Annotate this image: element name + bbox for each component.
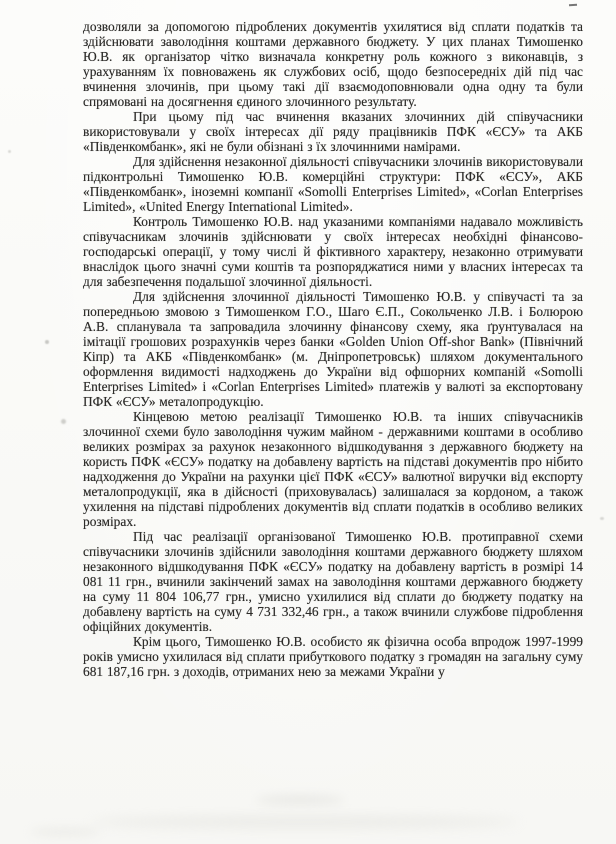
scan-artifact-smudge xyxy=(255,795,345,805)
scan-artifact-speck xyxy=(61,419,66,424)
document-body xyxy=(83,19,583,679)
paragraph-accomplices-unaware: При цьому під час вчинення вказаних злочинних дій співучасники використовували у своїх інтересах дії ряду працівників ПФК «ЄСУ» та АКБ «Південкомбанк», які не були обізнані з їх злочинними намірами. xyxy=(83,109,583,154)
scan-artifact-smudge xyxy=(90,816,520,828)
scan-artifact-dash xyxy=(569,4,577,7)
scan-artifact-speck xyxy=(8,150,11,153)
paragraph-control-over-companies: Контроль Тимошенко Ю.В. над указаними компаніями надавало можливість співучасникам злочинів здійснювати у своїх інтересах необхідні фінансово-господарські операції, у тому числі й фіктивного характеру, незаконно отримувати внаслідок цього значні суми коштів та розпоряджатися ними у власних інтересах та для забезпечення подальшої злочинної діяльності. xyxy=(83,214,583,289)
paragraph-financial-scheme: Для здійснення злочинної діяльності Тимошенко Ю.В. у співучасті та за попередньою змовою з Тимошенком Г.О., Шаго Є.П., Сокольченко Л.В. і Болюрою А.В. спланувала та запровадила злочинну фінансову схему, яка ґрунтувалася на імітації грошових розрахунків через банки «Golden Union Off-shor Bank» (Північний Кіпр) та АКБ «Південкомбанк» (м. Дніпропетровськ) шляхом документального оформлення видимості надходжень до України від офшорних компаній «Somolli Enterprises Limited» і «Corlan Enterprises Limited» платежів у валюті за експортовану ПФК «ЄСУ» металопродукцію. xyxy=(83,289,583,409)
paragraph-personal-tax-evasion: Крім цього, Тимошенко Ю.В. особисто як фізична особа впродож 1997-1999 років умисно ухилилася від сплати прибуткового податку з громадян на загальну суму 681 187,16 грн. з доходів, отриманих нею за межами України у xyxy=(83,634,583,679)
paragraph-scheme-goal: Кінцевою метою реалізації Тимошенко Ю.В. та інших співучасників злочинної схеми було заволодіння чужим майном - державними коштами в особливо великих розмірах за рахунок незаконного відшкодування з державного бюджету на користь ПФК «ЄСУ» податку на добавлену вартість на підставі документів про нібито надходження до України на рахунки цієї ПФК «ЄСУ» валютної виручки від експорту металопродукції, яка в дійсності (приховувалась) залишалася за кордоном, а також ухилення на підставі підроблених документів від сплати податків в особливо великих розмірах. xyxy=(83,409,583,529)
paragraph-continuation: дозволяли за допомогою підроблених документів ухилятися від сплати податків та здійснювати заволодіння коштами державного бюджету. У цих планах Тимошенко Ю.В. як організатор чітко визначала конкретну роль кожного з виконавців, з урахуванням їх повноважень як службових осіб, щодо безпосередніх дій під час вчинення злочинів, при цьому такі дії взаємодоповнювали одна одну та були спрямовані на досягнення єдиного злочинного результату. xyxy=(83,19,583,109)
scan-artifact-smudge xyxy=(30,828,100,836)
scan-artifact-speck xyxy=(600,517,604,520)
paragraph-scheme-amounts: Під час реалізації організованої Тимошенко Ю.В. протиправної схеми співучасники злочинів здійснили заволодіння коштами державного бюджету шляхом незаконного відшкодування ПФК «ЄСУ» податку на добавлену вартість в розмірі 14 081 11 грн., вчинили закінчений замах на заволодіння коштами державного бюджету на суму 11 804 106,77 грн., умисно ухилилися від сплати до бюджету податку на добавлену вартість на суму 4 731 332,46 грн., а також вчинили службове підроблення офіційних документів. xyxy=(83,529,583,634)
scan-artifact-speck xyxy=(45,340,49,344)
paragraph-commercial-structures: Для здійснення незаконної діяльності співучасники злочинів використовували підконтрольні Тимошенко Ю.В. комерційні структури: ПФК «ЄСУ», АКБ «Південкомбанк», іноземні компанії «Somolli Enterprises Limited», «Corlan Enterprises Limited», «United Energy International Limited». xyxy=(83,154,583,214)
